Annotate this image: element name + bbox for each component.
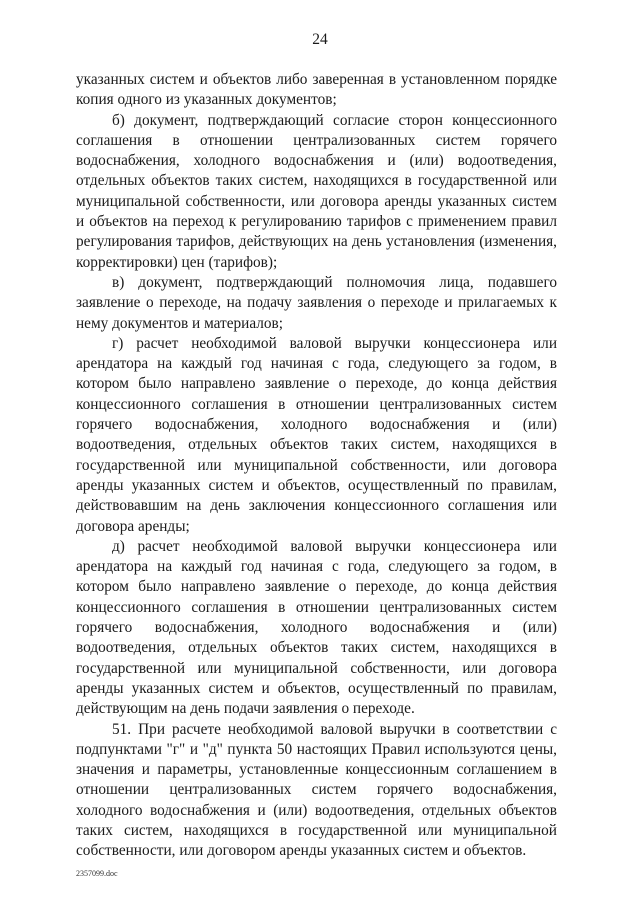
paragraph-item-b: б) документ, подтверждающий согласие сторон концессионного соглашения в отношении централизованных систем горячего водоснабжения, холодного водоснабжения и (или) водоотведения, отдельных объектов таких систем, находящихся в государственной или муниципальной собственности, или договора аренды указанных систем и объектов на переход к регулированию тарифов с применением правил регулирования тарифов, действующих на день установления (изменения, корректировки) цен (тарифов);	[76, 111, 557, 271]
paragraph-continuation: указанных систем и объектов либо заверенная в установленном порядке копия одного из указанных документов;	[76, 71, 557, 109]
page-number: 24	[312, 31, 328, 48]
paragraph-51: 51. При расчете необходимой валовой выручки в соответствии с подпунктами "г" и "д" пункта 50 настоящих Правил используются цены, значения и параметры, установленные концессионным соглашением в отношении централизованных систем горячего водоснабжения, холодного водоснабжения и (или) водоотведения, отдельных объектов таких систем, находящихся в государственной или муниципальной собственности, или договором аренды указанных систем и объектов.	[76, 720, 557, 860]
paragraph-item-v: в) документ, подтверждающий полномочия лица, подавшего заявление о переходе, на подачу заявления о переходе и прилагаемых к нему документов и материалов;	[76, 273, 557, 332]
paragraph-item-g: г) расчет необходимой валовой выручки концессионера или арендатора на каждый год начиная с года, следующего за годом, в котором было направлено заявление о переходе, до конца действия концессионного соглашения в отношении централизованных систем горячего водоснабжения, холодного водоснабжения и (или) водоотведения, отдельных объектов таких систем, находящихся в государственной или муниципальной собственности, или договора аренды указанных систем и объектов, осуществленный по правилам, действовавшим на день заключения концессионного соглашения или договора аренды;	[76, 334, 557, 535]
document-body	[76, 70, 557, 862]
document-filename: 2357099.doc	[76, 869, 118, 878]
paragraph-item-d: д) расчет необходимой валовой выручки концессионера или арендатора на каждый год начиная с года, следующего за годом, в котором было направлено заявление о переходе, до конца действия концессионного соглашения в отношении централизованных систем горячего водоснабжения, холодного водоснабжения и (или) водоотведения, отдельных объектов таких систем, находящихся в государственной или муниципальной собственности, или договора аренды указанных систем и объектов, осуществленный по правилам, действующим на день подачи заявления о переходе.	[76, 537, 557, 718]
